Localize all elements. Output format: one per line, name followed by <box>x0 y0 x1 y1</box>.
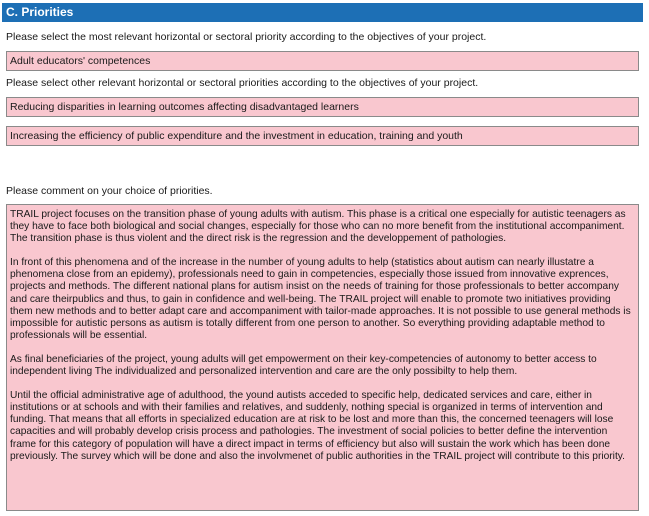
primary-priority-field[interactable]: Adult educators' competences <box>6 51 639 71</box>
secondary-priorities-instruction: Please select other relevant horizontal or sectoral priorities according to the objectives of your project. <box>6 77 479 89</box>
secondary-priority-field-2[interactable]: Increasing the efficiency of public expenditure and the investment in education, training and youth <box>6 126 639 146</box>
comment-paragraph: In front of this phenomena and of the increase in the number of young adults to help (statistics about autism can nearly illustatre a phenomena close from an epidemy), professionals need to gain in competencies, especially those issued from innovative exprences, projects and methods. The different national plans for autism insist on the needs of training for those professionals to better accompany and care theirpublics and thus, to gain in confidence and well-being. The TRAIL project will enable to promote two initiatives providing them new methods and to better adapt care and accompaniment with tailor-made approaches. It is not possible to use general methods is impossible for autistic persons as autism is totally different from one person to another. So everything providing adaptable method to professionals will be essential. <box>10 257 631 341</box>
primary-priority-instruction: Please select the most relevant horizontal or sectoral priority according to the objectives of your project. <box>6 31 487 43</box>
secondary-priority-field-1[interactable]: Reducing disparities in learning outcomes affecting disadvantaged learners <box>6 97 639 117</box>
priorities-comment-textarea[interactable] <box>6 204 639 511</box>
comment-paragraph: TRAIL project focuses on the transition phase of young adults with autism. This phase is a critical one especially for autistic teenagers as they have to face both biological and social changes, especially for those who can no more benefit from the institutional accompaniment. The transition phase is thus violent and the direct risk is the regression and the developpement of pathologies. <box>10 209 626 245</box>
comment-paragraph: As final beneficiaries of the project, young adults will get empowerment on their key-competencies of autonomy to better access to independent living The individualized and personalized intervention and care are the only possibilty to help them. <box>10 353 597 378</box>
comment-paragraph: Until the official administrative age of adulthood, the yound autists acceded to specific help, dedicated services and care, either in institutions or at schools and with their families and relatives, and suddenly, nothing special is organized in terms of intervention and funding. That means that all efforts in specialized education are at risk to be lost and more than this, the concerned teenagers will lose capacities and will probably develop crisis process and pathologies. The investment of social policies to better define the intervention frame for this category of population will have a direct impact in terms of efficiency but also will sustain the work which has been done previously. The survey which will be done and also the involvmenet of public authorities in the TRAIL project will contribute to this priority. <box>10 390 625 462</box>
section-title: C. Priorities <box>2 3 643 22</box>
comment-instruction: Please comment on your choice of priorities. <box>6 185 213 197</box>
